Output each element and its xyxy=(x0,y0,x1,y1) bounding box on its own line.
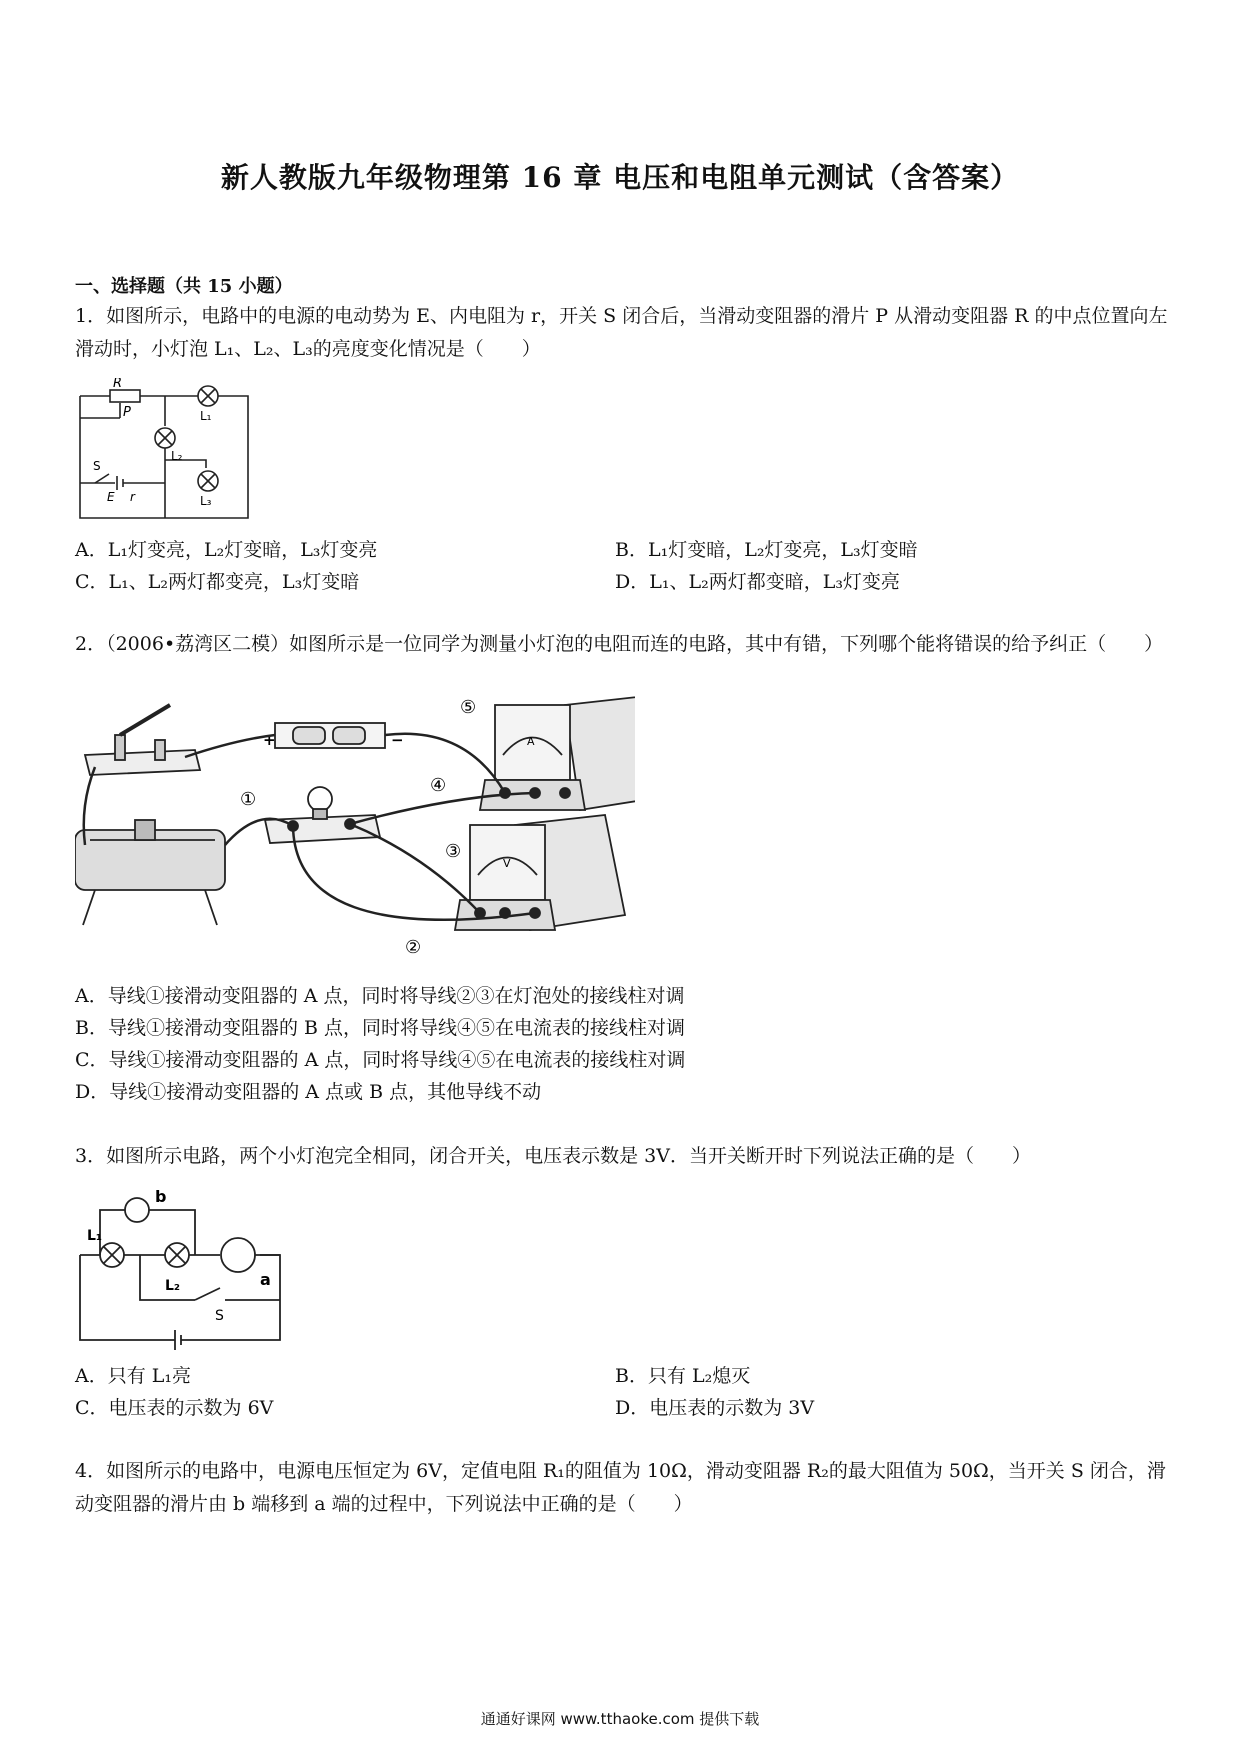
wire-1-label: ① xyxy=(240,789,257,810)
meter-b-label: b xyxy=(155,1190,167,1206)
battery-plus: + xyxy=(263,731,276,749)
label-S: S xyxy=(93,459,101,473)
label-R: R xyxy=(113,378,123,391)
voltmeter-label: V xyxy=(503,857,511,870)
label-r: r xyxy=(130,490,135,504)
page-footer: 通通好课网 www.tthaoke.com 提供下载 xyxy=(480,1710,760,1728)
page-title: 新人教版九年级物理第 16 章 电压和电阻单元测试（含答案） xyxy=(220,161,1020,194)
label-L1: L₁ xyxy=(200,409,212,423)
question-2-option-b: B．导线①接滑动变阻器的 B 点，同时将导线④⑤在电流表的接线柱对调 xyxy=(75,1017,686,1039)
question-1-stem: 1．如图所示，电路中的电源的电动势为 E、内电阻为 r，开关 S 闭合后，当滑动变阻器的滑片 P 从滑动变阻器 R 的中点位置向左滑动时，小灯泡 L₁、L₂、L₃的亮度变化情况是（ ） xyxy=(75,305,1168,360)
question-2-option-d: D．导线①接滑动变阻器的 A 点或 B 点，其他导线不动 xyxy=(75,1081,542,1103)
label-E: E xyxy=(107,490,115,504)
question-2-option-a: A．导线①接滑动变阻器的 A 点，同时将导线②③在灯泡处的接线柱对调 xyxy=(75,985,685,1007)
question-2-apparatus-diagram xyxy=(75,695,635,965)
ammeter-label: A xyxy=(527,735,535,748)
question-3-stem: 3．如图所示电路，两个小灯泡完全相同，闭合开关，电压表示数是 3V．当开关断开时下列说法正确的是（ ） xyxy=(75,1145,1031,1167)
lamp-L1-label: L₁ xyxy=(87,1228,103,1244)
question-1-option-a: A．L₁灯变亮，L₂灯变暗，L₃灯变亮 xyxy=(75,539,378,561)
question-3-option-d: D．电压表的示数为 3V xyxy=(615,1397,815,1419)
battery-minus: − xyxy=(391,731,404,749)
switch-S-label: S xyxy=(215,1308,224,1324)
question-1-option-d: D．L₁、L₂两灯都变暗，L₃灯变亮 xyxy=(615,571,900,593)
label-L2: L₂ xyxy=(171,449,183,463)
wire-3-label: ③ xyxy=(445,841,462,862)
question-3-option-b: B．只有 L₂熄灭 xyxy=(615,1365,751,1387)
lamp-L2-label: L₂ xyxy=(165,1278,181,1294)
question-3-option-c: C．电压表的示数为 6V xyxy=(75,1397,274,1419)
wire-2-label: ② xyxy=(405,937,422,958)
question-2-stem: 2．（2006•荔湾区二模）如图所示是一位同学为测量小灯泡的电阻而连的电路，其中有错，下列哪个能将错误的给予纠正（ ） xyxy=(75,633,1164,655)
label-L3: L₃ xyxy=(200,494,212,508)
question-1-option-c: C．L₁、L₂两灯都变亮，L₃灯变暗 xyxy=(75,571,360,593)
wire-5-label: ⑤ xyxy=(460,697,477,718)
question-1-circuit-diagram xyxy=(75,378,255,528)
meter-a-label: a xyxy=(260,1270,271,1289)
question-3-option-a: A．只有 L₁亮 xyxy=(75,1365,191,1387)
question-3-circuit-diagram xyxy=(75,1190,295,1350)
label-P: P xyxy=(123,405,131,420)
question-4-stem: 4．如图所示的电路中，电源电压恒定为 6V，定值电阻 R₁的阻值为 10Ω，滑动变阻器 R₂的最大阻值为 50Ω，当开关 S 闭合，滑动变阻器的滑片由 b 端移到 a 端的过程中，下列说法中正确的是（ ） xyxy=(75,1460,1166,1515)
question-1-option-b: B．L₁灯变暗，L₂灯变亮，L₃灯变暗 xyxy=(615,539,918,561)
question-2-option-c: C．导线①接滑动变阻器的 A 点，同时将导线④⑤在电流表的接线柱对调 xyxy=(75,1049,686,1071)
wire-4-label: ④ xyxy=(430,775,447,796)
section-heading: 一、选择题（共 15 小题） xyxy=(75,276,293,297)
